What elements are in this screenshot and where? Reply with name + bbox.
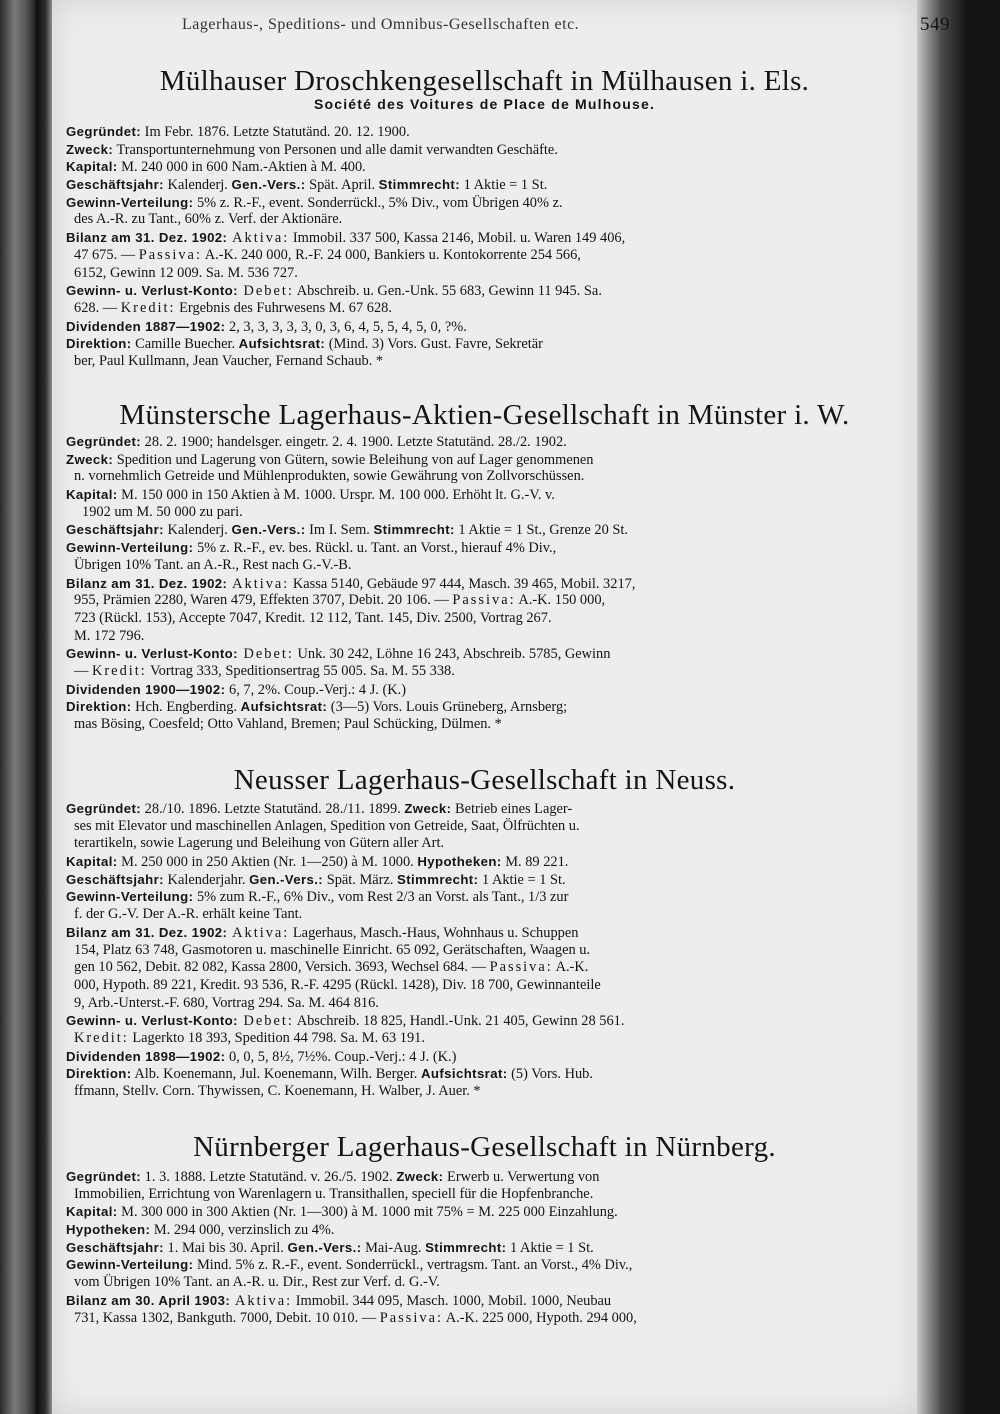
entry-line <box>66 1083 846 1101</box>
entry-text: Im I. Sem. <box>305 522 374 539</box>
entry-text: Im Febr. 1876. Letzte Statutänd. 20. 12. 1900. <box>141 124 410 140</box>
entry-line <box>66 504 846 522</box>
entry-line <box>66 335 846 353</box>
entry-line <box>66 1203 846 1221</box>
entry-text: 1. Mai bis 30. April. <box>163 1239 288 1256</box>
entry-keyword: Zweck: <box>66 141 114 157</box>
entry-line <box>66 1274 846 1292</box>
entry-text: Übrigen 10% Tant. an A.-R., Rest nach G.-V.-B. <box>74 556 352 573</box>
entry-keyword: Gen.-Vers.: <box>287 1239 362 1255</box>
entry-text: Spät. April. <box>305 177 379 194</box>
entry-line <box>66 1221 846 1239</box>
entry-line <box>66 521 846 539</box>
entry-spaced-label: Passiva: <box>452 592 516 609</box>
entry-text: Immobilien, Errichtung von Warenlagern u. Transithallen, speciell für die Hopfenbranche. <box>74 1185 594 1202</box>
entry-keyword: Stimmrecht: <box>397 871 479 887</box>
entry-line <box>66 1065 846 1083</box>
entry-line <box>66 924 846 942</box>
entry-spaced-label: Debet: <box>237 283 294 300</box>
entry-text: Kalenderjahr. <box>163 871 250 888</box>
entry-keyword: Kapital: <box>66 854 118 870</box>
entry-text: A.-K. <box>552 959 589 976</box>
entry-keyword: Zweck: <box>404 801 452 816</box>
entry-text: (5) Vors. Hub. <box>507 1066 593 1083</box>
entry-text: mas Bösing, Coesfeld; Otto Vahland, Bremen; Paul Schücking, Dülmen. * <box>74 716 502 732</box>
entry-keyword: Aufsichtsrat: <box>238 336 326 352</box>
entry-text: M. 240 000 in 600 Nam.-Aktien à M. 400. <box>117 159 366 176</box>
entry-keyword: Geschäftsjahr: <box>66 177 164 193</box>
entry-keyword: Gen.-Vers.: <box>249 871 324 887</box>
entry-line <box>66 486 846 504</box>
entry-line <box>66 318 846 336</box>
left-facing-page-edge <box>0 0 36 1414</box>
entry-keyword: Geschäftsjahr: <box>66 871 164 887</box>
entry-line <box>66 265 846 283</box>
entry-line <box>66 353 846 371</box>
entry-keyword: Dividenden 1887—1902: <box>66 318 226 334</box>
entry-line <box>66 158 846 176</box>
entry-line <box>66 716 846 734</box>
entry-text: ses mit Elevator und maschinellen Anlagen, Spedition von Getreide, Saat, Ölfrüchten u. <box>74 817 580 834</box>
entry-body <box>66 433 846 734</box>
entry-keyword: Gewinn- u. Verlust-Konto: <box>66 1013 238 1029</box>
entry-text: (3—5) Vors. Louis Grüneberg, Arnsberg; <box>327 699 568 716</box>
entry-line <box>66 468 846 486</box>
entry-text: 1 Aktie = 1 St., Grenze 20 St. <box>454 522 629 539</box>
entry-spaced-label: Passiva: <box>138 246 202 263</box>
entry-line <box>66 282 846 300</box>
book-gutter <box>36 0 52 1414</box>
section-title: Neusser Lagerhaus-Gesellschaft in Neuss. <box>233 764 736 796</box>
entry-text: Abschreib. 18 825, Handl.-Unk. 21 405, Gewinn 28 561. <box>293 1013 625 1030</box>
entry-keyword: Aufsichtsrat: <box>421 1066 508 1082</box>
entry-keyword: Geschäftsjahr: <box>66 1239 164 1255</box>
entry-text: 28./10. 1896. Letzte Statutänd. 28./11. 1899. <box>141 801 405 817</box>
entry-line <box>66 698 846 716</box>
entry-spaced-label: Aktiva: <box>227 230 290 247</box>
entry-keyword: Gewinn-Verteilung: <box>66 540 194 556</box>
entry-body <box>66 800 846 1101</box>
entry-keyword: Gegründet: <box>66 1169 142 1184</box>
entry-line <box>66 1239 846 1257</box>
entry-text: 2, 3, 3, 3, 3, 3, 0, 3, 6, 4, 5, 5, 4, 5, 0, ?%. <box>225 318 467 335</box>
entry-keyword: Gewinn- u. Verlust-Konto: <box>66 283 238 299</box>
entry-text: ber, Paul Kullmann, Jean Vaucher, Fernand Schaub. * <box>74 352 384 369</box>
section-title: Mülhauser Droschkengesellschaft in Mülhausen i. Els. <box>159 65 810 97</box>
entry-body <box>66 1168 846 1327</box>
entry-keyword: Stimmrecht: <box>373 522 455 538</box>
entry-text: Transportunternehmung von Personen und alle damit verwandten Geschäfte. <box>113 141 558 158</box>
entry-keyword: Gen.-Vers.: <box>231 522 306 538</box>
entry-text: Camille Buecher. <box>131 336 239 353</box>
entry-text: M. 250 000 in 250 Aktien (Nr. 1—250) à M. 1000. <box>117 854 418 871</box>
entry-text: f. der G.-V. Der A.-R. erhält keine Tant. <box>74 906 303 923</box>
entry-text: 1 Aktie = 1 St. <box>478 871 566 888</box>
entry-keyword: Kapital: <box>66 1204 118 1220</box>
entry-keyword: Geschäftsjahr: <box>66 522 164 538</box>
entry-keyword: Direktion: <box>66 1066 132 1082</box>
entry-line <box>66 229 846 247</box>
entry-text: vom Übrigen 10% Tant. an A.-R. u. Dir., Rest zur Verf. d. G.-V. <box>74 1274 440 1291</box>
entry-text: (Mind. 3) Vors. Gust. Favre, Sekretär <box>325 336 543 353</box>
entry-keyword: Dividenden 1900—1902: <box>66 681 226 697</box>
entry-text: gen 10 562, Debit. 82 082, Kassa 2800, Versich. 3693, Wechsel 684. — <box>74 959 490 976</box>
running-title: Lagerhaus-, Speditions- und Omnibus-Gesellschaften etc. <box>182 16 580 33</box>
entry-text: Spät. März. <box>323 871 398 888</box>
entry-spaced-label: Passiva: <box>379 1309 443 1326</box>
entry-spaced-label: Debet: <box>237 1013 294 1030</box>
entry-keyword: Gewinn-Verteilung: <box>66 889 194 905</box>
section-title: Nürnberger Lagerhaus-Gesellschaft in Nürnberg. <box>193 1131 776 1163</box>
entry-text: 1 Aktie = 1 St. <box>460 177 548 194</box>
entry-line <box>66 176 846 194</box>
entry-text: Spedition und Lagerung von Gütern, sowie Beleihung von auf Lager genommenen <box>113 451 594 468</box>
entry-spaced-label: Debet: <box>237 646 294 663</box>
entry-text: Vortrag 333, Speditionsertrag 55 005. Sa. M. 55 338. <box>146 662 455 679</box>
entry-line <box>66 539 846 557</box>
entry-line <box>66 853 846 871</box>
entry-text: 723 (Rückl. 153), Accepte 7047, Kredit. 12 112, Tant. 145, Div. 2500, Vortrag 267. <box>74 609 552 626</box>
entry-spaced-label: Aktiva: <box>227 924 290 941</box>
entry-keyword: Gegründet: <box>66 124 142 139</box>
entry-keyword: Aufsichtsrat: <box>240 699 328 715</box>
entry-text: Mind. 5% z. R.-F., event. Sonderrückl., vertragsm. Tant. an Vorst., 4% Div., <box>193 1257 633 1274</box>
entry-text: 5% z. R.-F., event. Sonderrückl., 5% Div., vom Übrigen 40% z. <box>193 194 563 211</box>
entry-line <box>66 835 846 853</box>
page-number: 549 <box>920 14 950 35</box>
entry-line <box>66 451 846 469</box>
right-page-edge-shadow <box>917 0 1000 1414</box>
entry-keyword: Gewinn-Verteilung: <box>66 1257 194 1273</box>
entry-text: 955, Prämien 2280, Waren 479, Effekten 3707, Debit. 20 106. — <box>74 592 453 609</box>
entry-line <box>66 871 846 889</box>
entry-line <box>66 818 846 836</box>
entry-text: ffmann, Stellv. Corn. Thywissen, C. Koenemann, H. Walber, J. Auer. * <box>74 1083 481 1099</box>
entry-text: Betrieb eines Lager- <box>451 801 573 817</box>
entry-text: Hch. Engberding. <box>131 699 241 716</box>
section-subtitle: Société des Voitures de Place de Mulhouse. <box>313 96 656 112</box>
entry-text: M. 150 000 in 150 Aktien à M. 1000. Urspr. M. 100 000. Erhöht lt. G.-V. v. <box>117 487 555 504</box>
entry-keyword: Stimmrecht: <box>378 177 461 193</box>
entry-text: 154, Platz 63 748, Gasmotoren u. maschinelle Einricht. 65 092, Gerätschaften, Waagen u. <box>74 941 591 958</box>
entry-text: A.-K. 150 000, <box>515 592 606 609</box>
entry-text: 000, Hypoth. 89 221, Kredit. 93 536, R.-F. 4295 (Rückl. 1428), Div. 18 700, Gewinnanteile <box>74 976 601 993</box>
entry-text: Kalenderj. <box>163 522 232 539</box>
entry-line <box>66 194 846 212</box>
section-title: Münstersche Lagerhaus-Aktien-Gesellschaft in Münster i. W. <box>119 399 850 431</box>
entry-line <box>66 433 846 451</box>
entry-spaced-label: Kredit: <box>74 1029 129 1046</box>
entry-text: 5% zum R.-F., 6% Div., vom Rest 2/3 an Vorst. als Tant., 1/3 zur <box>193 889 569 906</box>
entry-spaced-label: Passiva: <box>489 959 553 976</box>
entry-keyword: Hypotheken: <box>66 1222 151 1238</box>
entry-text: 6, 7, 2%. Coup.-Verj.: 4 J. (K.) <box>225 681 407 698</box>
entry-text: 47 675. — <box>74 246 139 263</box>
entry-text: Immobil. 337 500, Kassa 2146, Mobil. u. Waren 149 406, <box>289 230 626 247</box>
entry-line <box>66 211 846 229</box>
entry-line <box>66 995 846 1013</box>
entry-text: A.-K. 225 000, Hypoth. 294 000, <box>442 1309 637 1326</box>
entry-line <box>66 1292 846 1310</box>
entry-keyword: Zweck: <box>66 451 114 467</box>
entry-text: Lagerkto 18 393, Spedition 44 798. Sa. M. 63 191. <box>128 1029 425 1046</box>
entry-line <box>66 959 846 977</box>
entry-keyword: Direktion: <box>66 699 132 715</box>
entry-keyword: Bilanz am 31. Dez. 1902: <box>66 230 228 246</box>
entry-line <box>66 610 846 628</box>
entry-text: 5% z. R.-F., ev. bes. Rückl. u. Tant. an Vorst., hierauf 4% Div., <box>193 540 557 557</box>
entry-line <box>66 1186 846 1204</box>
entry-keyword: Zweck: <box>396 1169 444 1184</box>
entry-line <box>66 977 846 995</box>
page <box>52 0 917 1414</box>
entry-spaced-label: Kredit: <box>92 662 147 679</box>
entry-text: — <box>74 662 92 679</box>
entry-text: Kalenderj. <box>163 177 232 194</box>
entry-line <box>66 141 846 159</box>
entry-line <box>66 1256 846 1274</box>
entry-text: M. 300 000 in 300 Aktien (Nr. 1—300) à M. 1000 mit 75% = M. 225 000 Einzahlung. <box>117 1204 618 1221</box>
running-header <box>52 14 950 38</box>
entry-spaced-label: Aktiva: <box>230 1292 293 1309</box>
entry-body <box>66 123 846 371</box>
entry-line <box>66 247 846 265</box>
entry-text: Lagerhaus, Masch.-Haus, Wohnhaus u. Schuppen <box>289 924 579 941</box>
entry-line <box>66 1310 846 1328</box>
entry-spaced-label: Kredit: <box>120 299 176 316</box>
entry-text: M. 294 000, verzinslich zu 4%. <box>150 1222 335 1239</box>
entry-keyword: Gegründet: <box>66 801 142 816</box>
entry-line <box>66 123 846 141</box>
entry-text: Erwerb u. Verwertung von <box>443 1169 600 1185</box>
entry-text: 628. — <box>74 299 121 316</box>
entry-line <box>66 1012 846 1030</box>
entry-line <box>66 1030 846 1048</box>
entry-text: des A.-R. zu Tant., 60% z. Verf. der Aktionäre. <box>74 211 343 228</box>
entry-text: 1902 um M. 50 000 zu pari. <box>82 503 243 520</box>
entry-line <box>66 663 846 681</box>
entry-text: Mai-Aug. <box>361 1239 426 1256</box>
entry-keyword: Bilanz am 30. April 1903: <box>66 1292 231 1308</box>
entry-line <box>66 800 846 818</box>
entry-line <box>66 645 846 663</box>
entry-keyword: Direktion: <box>66 336 132 352</box>
entry-line <box>66 628 846 646</box>
entry-text: M. 89 221. <box>501 854 569 871</box>
entry-line <box>66 906 846 924</box>
entry-text: Kassa 5140, Gebäude 97 444, Masch. 39 465, Mobil. 3217, <box>289 575 636 592</box>
entry-text: A.-K. 240 000, R.-F. 24 000, Bankiers u. Kontokorrente 254 566, <box>201 246 581 263</box>
entry-text: 28. 2. 1900; handelsger. eingetr. 2. 4. 1900. Letzte Statutänd. 28./2. 1902. <box>141 434 567 450</box>
entry-keyword: Stimmrecht: <box>425 1239 507 1255</box>
entry-line <box>66 942 846 960</box>
entry-line <box>66 575 846 593</box>
entry-line <box>66 300 846 318</box>
entry-keyword: Gegründet: <box>66 434 142 449</box>
entry-text: Alb. Koenemann, Jul. Koenemann, Wilh. Berger. <box>131 1066 421 1083</box>
entry-text: M. 172 796. <box>74 627 145 644</box>
entry-text: Ergebnis des Fuhrwesens M. 67 628. <box>175 299 392 316</box>
entry-text: Immobil. 344 095, Masch. 1000, Mobil. 1000, Neubau <box>292 1292 612 1309</box>
entry-keyword: Dividenden 1898—1902: <box>66 1048 226 1064</box>
entry-text: 0, 0, 5, 8½, 7½%. Coup.-Verj.: 4 J. (K.) <box>225 1048 457 1065</box>
entry-text: terartikeln, sowie Lagerung und Beleihung von Gütern aller Art. <box>74 835 445 852</box>
entry-keyword: Kapital: <box>66 487 118 503</box>
entry-line <box>66 1048 846 1066</box>
entry-line <box>66 1168 846 1186</box>
entry-text: 1 Aktie = 1 St. <box>506 1239 594 1256</box>
entry-keyword: Gewinn-Verteilung: <box>66 194 194 210</box>
entry-keyword: Gewinn- u. Verlust-Konto: <box>66 646 238 662</box>
entry-text: 1. 3. 1888. Letzte Statutänd. v. 26./5. 1902. <box>141 1169 397 1185</box>
entry-text: 6152, Gewinn 12 009. Sa. M. 536 727. <box>74 264 298 281</box>
entry-line <box>66 592 846 610</box>
entry-line <box>66 681 846 699</box>
entry-keyword: Bilanz am 31. Dez. 1902: <box>66 575 228 591</box>
entry-keyword: Gen.-Vers.: <box>231 177 306 193</box>
entry-keyword: Kapital: <box>66 159 118 175</box>
entry-keyword: Bilanz am 31. Dez. 1902: <box>66 924 228 940</box>
entry-text: 731, Kassa 1302, Bankguth. 7000, Debit. 10 010. — <box>74 1309 380 1326</box>
entry-text: Abschreib. u. Gen.-Unk. 55 683, Gewinn 11 945. Sa. <box>293 283 602 300</box>
entry-text: Unk. 30 242, Löhne 16 243, Abschreib. 5785, Gewinn <box>293 646 611 663</box>
entry-keyword: Hypotheken: <box>417 854 502 870</box>
entry-text: 9, Arb.-Unterst.-F. 680, Vortrag 294. Sa. M. 464 816. <box>74 994 379 1011</box>
entry-line <box>66 888 846 906</box>
entry-line <box>66 557 846 575</box>
entry-text: n. vornehmlich Getreide und Mühlenprodukten, sowie Gewährung von Zollvorschüssen. <box>74 468 585 485</box>
entry-spaced-label: Aktiva: <box>227 575 290 592</box>
